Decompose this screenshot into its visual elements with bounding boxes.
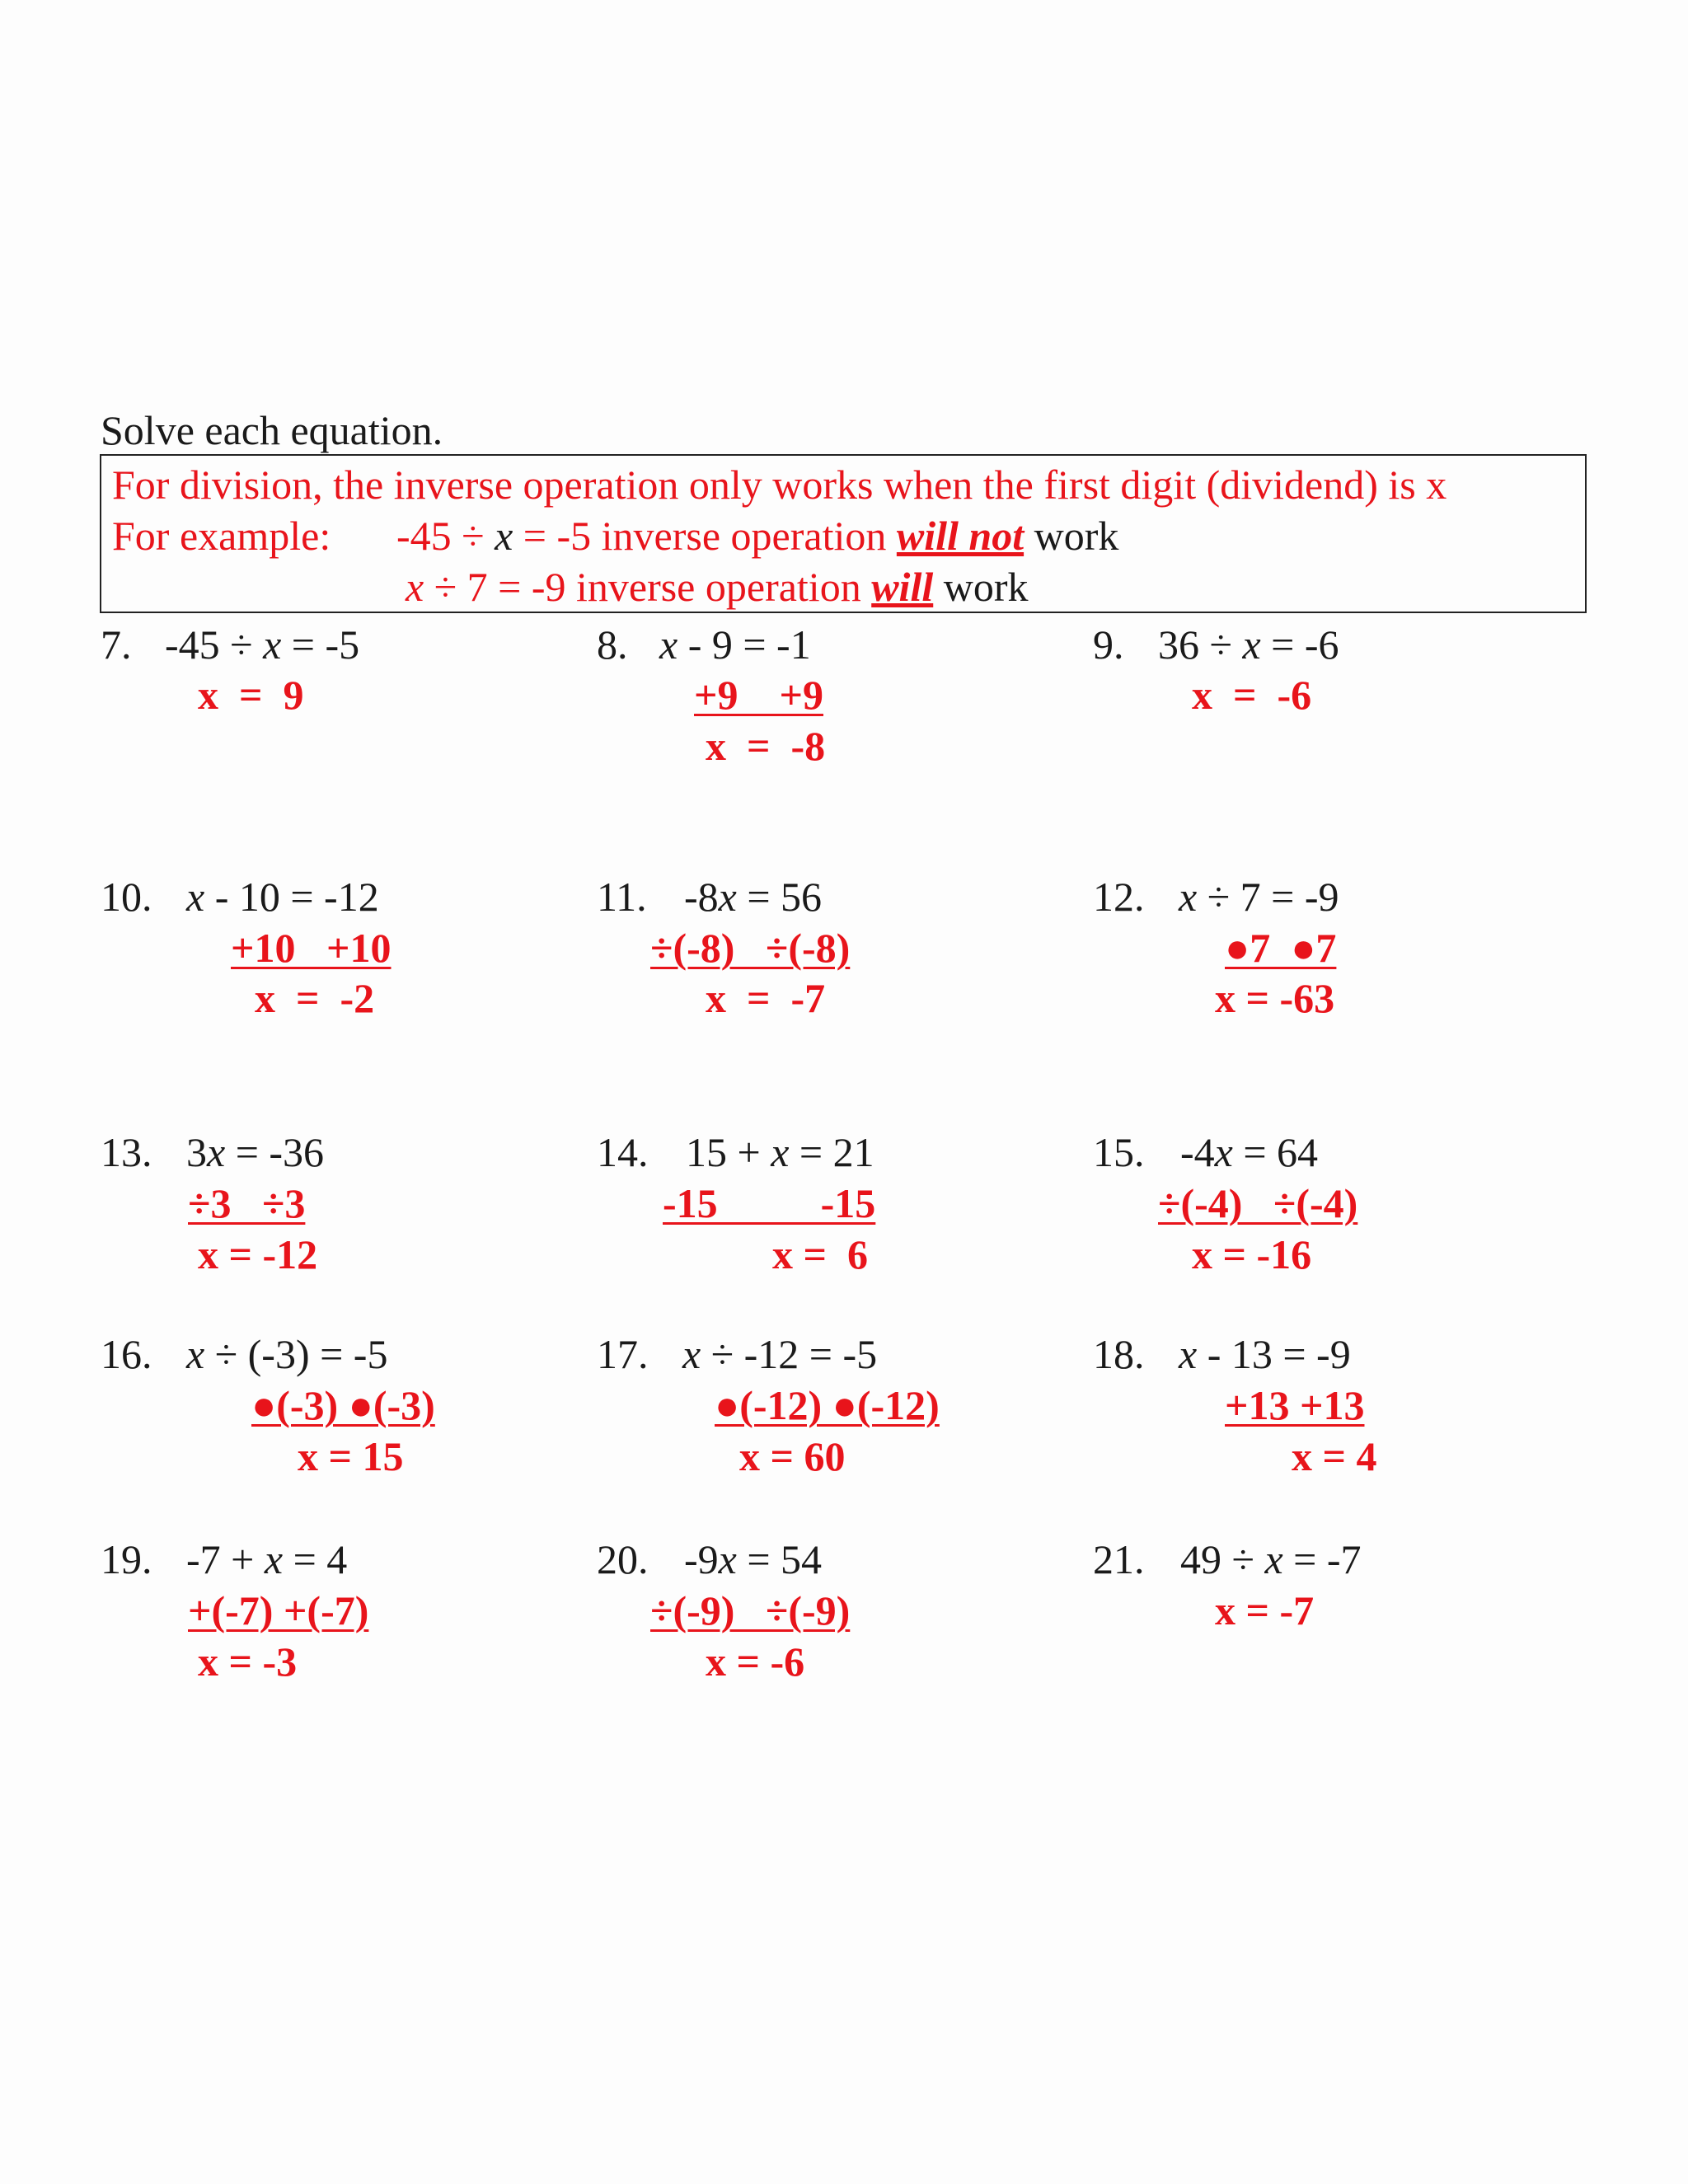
instructions: Solve each equation. bbox=[101, 407, 443, 453]
note-example-2: x ÷ 7 = -9 inverse operation will work bbox=[406, 564, 1029, 610]
note-example-1: -45 ÷ x = -5 inverse operation will not work bbox=[396, 513, 1119, 559]
problem-equation: 15 + x = 21 bbox=[686, 1129, 874, 1175]
problem-equation: -7 + x = 4 bbox=[186, 1536, 348, 1582]
problem-equation: 36 ÷ x = -6 bbox=[1158, 621, 1339, 668]
answer: x = 15 bbox=[298, 1433, 404, 1479]
problem-equation: x ÷ -12 = -5 bbox=[682, 1331, 878, 1377]
work-step: +(-7) +(-7) bbox=[188, 1587, 369, 1633]
emphasis-will: will bbox=[871, 564, 934, 610]
problem-number: 14. bbox=[597, 1129, 649, 1175]
answer: x = -7 bbox=[1215, 1587, 1315, 1633]
problem-number: 18. bbox=[1093, 1331, 1145, 1377]
problem-equation: -8x = 56 bbox=[684, 874, 823, 920]
problem-number: 19. bbox=[101, 1536, 152, 1582]
problem-number: 12. bbox=[1093, 874, 1145, 920]
problem-number: 9. bbox=[1093, 621, 1124, 668]
work-step: ÷(-9) ÷(-9) bbox=[650, 1587, 851, 1633]
problem-equation: x ÷ (-3) = -5 bbox=[186, 1331, 388, 1377]
work-step: +10 +10 bbox=[231, 925, 392, 971]
problem-number: 17. bbox=[597, 1331, 649, 1377]
problem-number: 20. bbox=[597, 1536, 649, 1582]
answer: x = -3 bbox=[198, 1638, 298, 1685]
answer: x = -12 bbox=[198, 1231, 318, 1277]
problem-equation: x - 9 = -1 bbox=[659, 621, 811, 668]
work-step: ÷3 ÷3 bbox=[188, 1180, 306, 1226]
problem-number: 21. bbox=[1093, 1536, 1145, 1582]
answer: x = 6 bbox=[772, 1231, 868, 1277]
answer: x = 60 bbox=[739, 1433, 846, 1479]
work-step: ●(-12) ●(-12) bbox=[715, 1382, 940, 1428]
problem-number: 16. bbox=[101, 1331, 152, 1377]
work-step: +9 +9 bbox=[694, 672, 823, 718]
problem-equation: 3x = -36 bbox=[186, 1129, 325, 1175]
answer: x = 4 bbox=[1292, 1433, 1377, 1479]
problem-number: 10. bbox=[101, 874, 152, 920]
note-example-label: For example: bbox=[112, 513, 331, 559]
work-step: +13 +13 bbox=[1225, 1382, 1365, 1428]
work-step: ●7 ●7 bbox=[1225, 925, 1337, 971]
answer: x = -2 bbox=[255, 975, 375, 1021]
problem-equation: x ÷ 7 = -9 bbox=[1179, 874, 1339, 920]
problem-equation: -45 ÷ x = -5 bbox=[165, 621, 360, 668]
problem-number: 15. bbox=[1093, 1129, 1145, 1175]
answer: x = -6 bbox=[1192, 672, 1312, 718]
answer: x = 9 bbox=[198, 672, 304, 718]
answer: x = -16 bbox=[1192, 1231, 1312, 1277]
problem-equation: -9x = 54 bbox=[684, 1536, 823, 1582]
problem-number: 13. bbox=[101, 1129, 152, 1175]
work-step: -15 -15 bbox=[663, 1180, 876, 1226]
answer: x = -63 bbox=[1215, 975, 1335, 1021]
problem-number: 11. bbox=[597, 874, 647, 920]
answer: x = -8 bbox=[706, 723, 826, 769]
work-step: ●(-3) ●(-3) bbox=[251, 1382, 435, 1428]
answer: x = -7 bbox=[706, 975, 826, 1021]
problem-number: 8. bbox=[597, 621, 628, 668]
work-step: ÷(-8) ÷(-8) bbox=[650, 925, 851, 971]
work-step: ÷(-4) ÷(-4) bbox=[1158, 1180, 1358, 1226]
problem-equation: 49 ÷ x = -7 bbox=[1180, 1536, 1362, 1582]
problem-equation: x - 10 = -12 bbox=[186, 874, 379, 920]
problem-equation: x - 13 = -9 bbox=[1179, 1331, 1351, 1377]
problem-number: 7. bbox=[101, 621, 132, 668]
problem-equation: -4x = 64 bbox=[1180, 1129, 1319, 1175]
answer: x = -6 bbox=[706, 1638, 805, 1685]
note-line-1: For division, the inverse operation only works when the first digit (dividend) is x bbox=[112, 462, 1447, 508]
emphasis-will-not: will not bbox=[896, 513, 1025, 559]
